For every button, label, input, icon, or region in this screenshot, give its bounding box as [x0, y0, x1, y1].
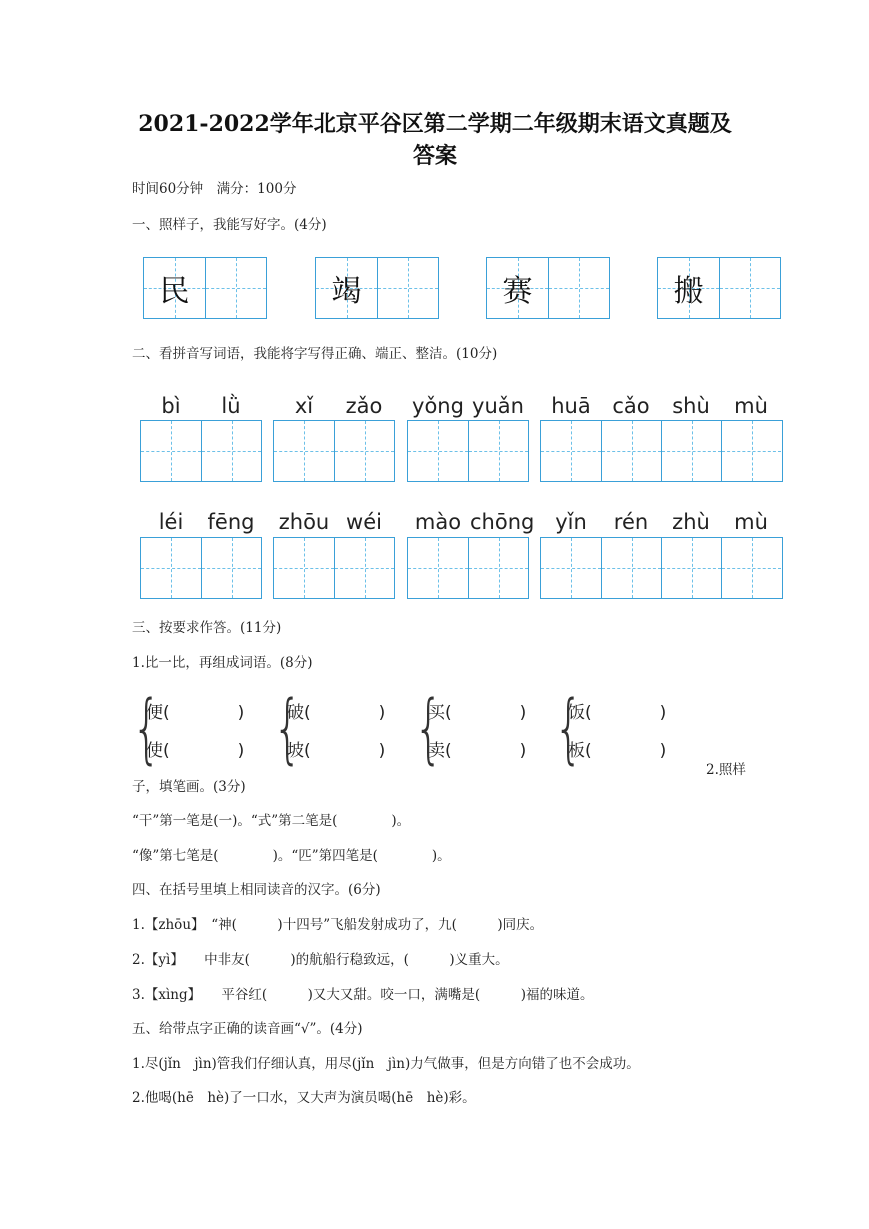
pinyin-label: cǎo	[612, 394, 650, 418]
writing-grid[interactable]	[540, 420, 783, 482]
pinyin-label: mù	[734, 510, 768, 534]
writing-grid[interactable]	[273, 537, 395, 599]
pinyin-label: shù	[672, 394, 710, 418]
tian-grid-3[interactable]	[486, 257, 610, 319]
homophone-item-2[interactable]: 2.【yì】 中非友( )的航船行稳致远，( )义重大。	[132, 952, 509, 968]
pinyin-label: mù	[734, 394, 768, 418]
section3-q2: 子，填笔画。(3分)	[132, 779, 246, 795]
section1-heading: 一、照样子，我能写好字。(4分)	[132, 217, 327, 233]
tian-grid-4[interactable]	[657, 257, 781, 319]
writing-grid[interactable]	[273, 420, 395, 482]
compare-group-3	[414, 683, 554, 772]
writing-grid[interactable]	[140, 537, 262, 599]
brace-icon: {	[414, 683, 444, 772]
compare-item[interactable]: 坡( )	[287, 741, 386, 761]
compare-item[interactable]: 破( )	[287, 703, 386, 723]
pinyin-label: bì	[161, 394, 181, 418]
compare-group-1	[132, 683, 272, 772]
model-char: 竭	[331, 274, 362, 309]
pinyin-label: mào	[414, 510, 462, 534]
stroke-question-1[interactable]: “干”第一笔是(一)。“式”第二笔是( )。	[132, 813, 411, 829]
pinyin-label: fēng	[207, 510, 255, 534]
pronunciation-item-2[interactable]: 2.他喝(hē hè)了一口水，又大声为演员喝(hē hè)彩。	[132, 1090, 476, 1106]
document-title	[100, 108, 770, 172]
brace-icon: {	[273, 683, 303, 772]
pinyin-label: xǐ	[294, 394, 314, 418]
pinyin-label: yuǎn	[472, 394, 524, 418]
pinyin-label: rén	[613, 510, 649, 534]
compare-item[interactable]: 卖( )	[428, 741, 527, 761]
pinyin-label: huā	[551, 394, 591, 418]
compare-item[interactable]: 买( )	[428, 703, 527, 723]
pinyin-label: wéi	[346, 510, 382, 534]
model-char: 民	[159, 274, 190, 309]
homophone-item-1[interactable]: 1.【zhōu】 “神( )十四号”飞船发射成功了，九( )同庆。	[132, 917, 544, 933]
tian-grid-2[interactable]	[315, 257, 439, 319]
title-line-1: 2021-2022学年北京平谷区第二学期二年级期末语文真题及	[138, 111, 732, 137]
section4-heading: 四、在括号里填上相同读音的汉字。(6分)	[132, 882, 381, 898]
homophone-item-3[interactable]: 3.【xìng】 平谷红( )又大又甜。咬一口，满嘴是( )福的味道。	[132, 987, 594, 1003]
compare-item[interactable]: 使( )	[146, 741, 245, 761]
pinyin-label: yǐn	[555, 510, 587, 534]
brace-icon: {	[132, 683, 162, 772]
pinyin-label: léi	[158, 510, 184, 534]
compare-group-2	[273, 683, 413, 772]
section3-q1: 1.比一比，再组成词语。(8分)	[132, 655, 313, 671]
pinyin-label: zhōu	[278, 510, 330, 534]
section5-heading: 五、给带点字正确的读音画“√”。(4分)	[132, 1021, 363, 1037]
pinyin-label: yǒng	[412, 394, 464, 418]
pinyin-label: chōng	[470, 510, 535, 534]
brace-icon: {	[554, 683, 584, 772]
compare-item[interactable]: 板( )	[568, 741, 667, 761]
compare-group-4	[554, 683, 694, 772]
pronunciation-item-1[interactable]: 1.尽(jǐn jìn)管我们仔细认真，用尽(jǐn jìn)力气做事，但是方向错了也不会成功。	[132, 1056, 640, 1072]
title-line-2: 答案	[412, 143, 457, 169]
pinyin-label: zǎo	[345, 394, 383, 418]
exam-info: 时间60分钟 满分：100分	[132, 181, 297, 197]
section3-q2-start: 2.照样	[706, 762, 746, 778]
writing-grid[interactable]	[540, 537, 783, 599]
section2-heading: 二、看拼音写词语，我能将字写得正确、端正、整洁。(10分)	[132, 346, 498, 362]
writing-grid[interactable]	[407, 537, 529, 599]
model-char: 搬	[673, 274, 704, 309]
tian-grid-1[interactable]	[143, 257, 267, 319]
writing-grid[interactable]	[407, 420, 529, 482]
pinyin-label: lǜ	[221, 394, 241, 418]
pinyin-label: zhù	[672, 510, 710, 534]
section3-heading: 三、按要求作答。(11分)	[132, 620, 282, 636]
writing-grid[interactable]	[140, 420, 262, 482]
stroke-question-2[interactable]: “像”第七笔是( )。“匹”第四笔是( )。	[132, 848, 451, 864]
compare-item[interactable]: 便( )	[146, 703, 245, 723]
model-char: 赛	[502, 274, 533, 309]
compare-item[interactable]: 饭( )	[568, 703, 667, 723]
